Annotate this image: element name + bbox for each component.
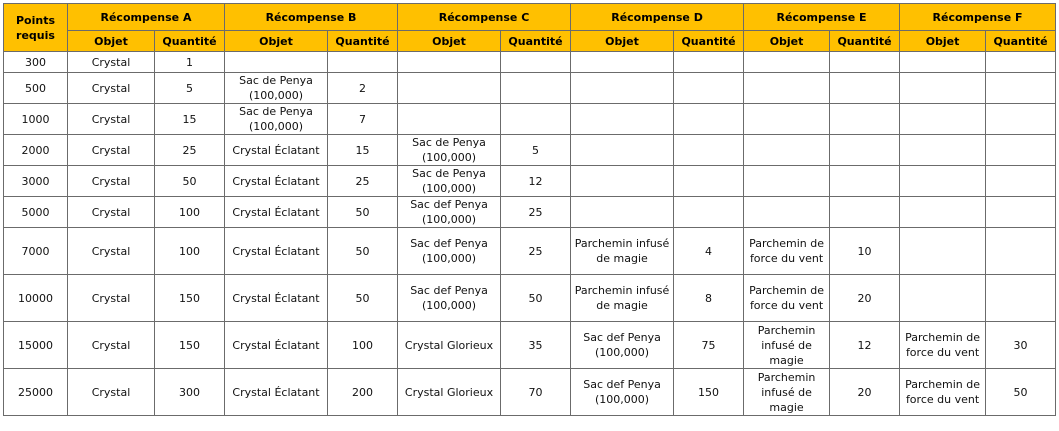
quantity-cell (986, 73, 1056, 104)
object-text-line: (100,000) (421, 213, 477, 226)
object-text-line: (100,000) (421, 252, 477, 265)
quantity-cell: 100 (328, 322, 398, 369)
quantity-cell: 300 (155, 369, 225, 416)
object-text-line: Crystal Éclatant (232, 174, 320, 188)
object-text-line: Sac def Penya (410, 284, 488, 297)
object-cell (398, 135, 501, 166)
object-text-line: Crystal (91, 81, 131, 95)
object-cell (900, 322, 986, 369)
object-text-line: Sac de Penya (412, 167, 486, 180)
object-text-line: Parchemin (757, 370, 816, 384)
quantity-cell: 4 (674, 228, 744, 275)
object-cell (398, 104, 501, 135)
reward-f-header: Récompense F (900, 4, 1056, 31)
quantity-cell (986, 228, 1056, 275)
table-row (4, 228, 1056, 275)
object-cell (571, 73, 674, 104)
points-cell: 300 (4, 52, 68, 73)
quantity-cell: 25 (501, 197, 571, 228)
object-text-line: Crystal Éclatant (232, 244, 320, 258)
object-text-line: Sac de Penya (239, 74, 313, 87)
object-cell (68, 135, 155, 166)
quantity-cell: 5 (155, 73, 225, 104)
rewards-table (3, 3, 1056, 416)
object-cell (571, 275, 674, 322)
quantity-cell: 12 (501, 166, 571, 197)
object-text-line: Crystal (91, 291, 131, 305)
quantity-cell: 100 (155, 197, 225, 228)
object-cell (571, 166, 674, 197)
quantity-cell: 50 (501, 275, 571, 322)
points-required-header: Points requis (4, 4, 68, 52)
quantity-cell: 1 (155, 52, 225, 73)
points-cell: 500 (4, 73, 68, 104)
table-row (4, 275, 1056, 322)
quantity-header: Quantité (830, 31, 900, 52)
object-cell (744, 228, 830, 275)
object-cell (398, 166, 501, 197)
object-text-line: force du vent (905, 393, 980, 406)
object-text-line: Crystal Glorieux (404, 385, 494, 399)
quantity-cell: 25 (328, 166, 398, 197)
header-row-groups (4, 4, 1056, 31)
quantity-header: Quantité (986, 31, 1056, 52)
object-text-line: Crystal (91, 143, 131, 157)
quantity-header: Quantité (674, 31, 744, 52)
object-text-line: Crystal (91, 338, 131, 352)
object-text-line: Parchemin de (749, 237, 825, 250)
quantity-cell: 10 (830, 228, 900, 275)
reward-e-header: Récompense E (744, 4, 900, 31)
object-cell (398, 73, 501, 104)
object-cell (398, 197, 501, 228)
object-text-line: magie (769, 353, 804, 367)
object-cell (571, 228, 674, 275)
points-cell: 15000 (4, 322, 68, 369)
object-text-line: Crystal Éclatant (232, 291, 320, 305)
quantity-cell: 20 (830, 369, 900, 416)
object-text-line: Sac def Penya (583, 331, 661, 344)
object-cell (225, 197, 328, 228)
object-text-line: force du vent (749, 252, 824, 265)
quantity-cell: 25 (155, 135, 225, 166)
object-header: Objet (571, 31, 674, 52)
quantity-header: Quantité (155, 31, 225, 52)
reward-d-header: Récompense D (571, 4, 744, 31)
quantity-cell (501, 73, 571, 104)
object-header: Objet (744, 31, 830, 52)
object-text-line: Crystal Éclatant (232, 205, 320, 219)
quantity-cell (830, 135, 900, 166)
object-cell (571, 52, 674, 73)
object-cell (68, 275, 155, 322)
object-text-line: (100,000) (594, 393, 650, 406)
object-cell (225, 228, 328, 275)
object-cell (571, 322, 674, 369)
quantity-cell (674, 166, 744, 197)
quantity-cell: 50 (986, 369, 1056, 416)
table-row (4, 322, 1056, 369)
quantity-header: Quantité (501, 31, 571, 52)
object-cell (571, 135, 674, 166)
quantity-cell: 7 (328, 104, 398, 135)
object-cell (398, 322, 501, 369)
object-text-line: (100,000) (421, 151, 477, 164)
object-cell (744, 322, 830, 369)
quantity-cell (830, 104, 900, 135)
object-text-line: Parchemin de (749, 284, 825, 297)
object-text-line: (100,000) (421, 299, 477, 312)
object-cell (68, 166, 155, 197)
points-cell: 10000 (4, 275, 68, 322)
object-header: Objet (900, 31, 986, 52)
reward-a-header: Récompense A (68, 4, 225, 31)
table-header (4, 4, 1056, 52)
quantity-cell (328, 52, 398, 73)
points-cell: 7000 (4, 228, 68, 275)
object-text-line: Sac de Penya (412, 136, 486, 149)
object-cell (68, 52, 155, 73)
points-cell: 25000 (4, 369, 68, 416)
object-cell (744, 369, 830, 416)
object-text-line: magie (769, 400, 804, 414)
object-text-line: Sac def Penya (583, 378, 661, 391)
quantity-cell: 30 (986, 322, 1056, 369)
object-cell (744, 197, 830, 228)
quantity-cell: 25 (501, 228, 571, 275)
object-cell (225, 322, 328, 369)
quantity-cell (674, 104, 744, 135)
quantity-cell (986, 166, 1056, 197)
object-cell (744, 73, 830, 104)
object-text-line: de magie (596, 299, 648, 312)
object-text-line: Crystal (91, 112, 131, 126)
points-cell: 1000 (4, 104, 68, 135)
quantity-cell: 5 (501, 135, 571, 166)
quantity-cell (501, 52, 571, 73)
quantity-cell (674, 73, 744, 104)
object-cell (225, 73, 328, 104)
quantity-cell (986, 52, 1056, 73)
object-header: Objet (68, 31, 155, 52)
table-body (4, 52, 1056, 416)
object-cell (744, 52, 830, 73)
object-cell (900, 135, 986, 166)
object-text-line: Parchemin de (905, 378, 981, 391)
object-cell (900, 228, 986, 275)
object-cell (398, 369, 501, 416)
object-cell (68, 369, 155, 416)
reward-c-header: Récompense C (398, 4, 571, 31)
object-cell (900, 104, 986, 135)
object-text-line: Parchemin de (905, 331, 981, 344)
quantity-header: Quantité (328, 31, 398, 52)
object-cell (900, 52, 986, 73)
quantity-cell: 70 (501, 369, 571, 416)
object-text-line: (100,000) (594, 346, 650, 359)
object-header: Objet (398, 31, 501, 52)
object-text-line: Crystal Éclatant (232, 338, 320, 352)
object-cell (398, 275, 501, 322)
points-cell: 2000 (4, 135, 68, 166)
quantity-cell: 200 (328, 369, 398, 416)
quantity-cell (674, 197, 744, 228)
reward-b-header: Récompense B (225, 4, 398, 31)
object-text-line: Parchemin infusé (574, 237, 670, 250)
table-row (4, 135, 1056, 166)
object-cell (900, 197, 986, 228)
points-cell: 5000 (4, 197, 68, 228)
quantity-cell (986, 275, 1056, 322)
quantity-cell: 150 (155, 322, 225, 369)
object-text-line: (100,000) (248, 89, 304, 102)
object-text-line: Parchemin infusé (574, 284, 670, 297)
object-text-line: Sac de Penya (239, 105, 313, 118)
object-cell (68, 197, 155, 228)
quantity-cell: 20 (830, 275, 900, 322)
object-text-line: Sac def Penya (410, 237, 488, 250)
quantity-cell (674, 52, 744, 73)
quantity-cell: 50 (155, 166, 225, 197)
object-header: Objet (225, 31, 328, 52)
quantity-cell: 8 (674, 275, 744, 322)
object-text-line: Crystal (91, 385, 131, 399)
object-text-line: infusé de (761, 385, 812, 399)
quantity-cell (830, 166, 900, 197)
object-cell (900, 275, 986, 322)
quantity-cell (830, 73, 900, 104)
object-cell (225, 369, 328, 416)
table-row (4, 104, 1056, 135)
object-text-line: Crystal Éclatant (232, 385, 320, 399)
object-text-line: force du vent (749, 299, 824, 312)
object-cell (225, 104, 328, 135)
points-cell: 3000 (4, 166, 68, 197)
object-cell (225, 166, 328, 197)
table-row (4, 369, 1056, 416)
object-text-line: Crystal (91, 174, 131, 188)
object-cell (571, 197, 674, 228)
header-row-subcolumns (4, 31, 1056, 52)
object-cell (68, 104, 155, 135)
quantity-cell (674, 135, 744, 166)
object-cell (68, 322, 155, 369)
quantity-cell: 50 (328, 275, 398, 322)
object-cell (900, 369, 986, 416)
object-cell (398, 228, 501, 275)
quantity-cell (830, 52, 900, 73)
quantity-cell: 15 (328, 135, 398, 166)
object-text-line: Crystal Éclatant (232, 143, 320, 157)
quantity-cell: 12 (830, 322, 900, 369)
quantity-cell (986, 135, 1056, 166)
table-row (4, 166, 1056, 197)
object-text-line: infusé de (761, 338, 812, 352)
quantity-cell: 35 (501, 322, 571, 369)
quantity-cell: 150 (674, 369, 744, 416)
object-cell (900, 73, 986, 104)
object-text-line: (100,000) (421, 182, 477, 195)
table-row (4, 197, 1056, 228)
object-cell (68, 228, 155, 275)
quantity-cell: 50 (328, 197, 398, 228)
object-cell (900, 166, 986, 197)
quantity-cell: 50 (328, 228, 398, 275)
object-cell (744, 275, 830, 322)
object-text-line: Parchemin (757, 323, 816, 337)
object-text-line: Crystal (91, 55, 131, 69)
object-text-line: force du vent (905, 346, 980, 359)
object-cell (225, 275, 328, 322)
object-cell (571, 104, 674, 135)
object-cell (225, 135, 328, 166)
object-text-line: de magie (596, 252, 648, 265)
object-cell (744, 104, 830, 135)
object-text-line: Sac def Penya (410, 198, 488, 211)
quantity-cell: 2 (328, 73, 398, 104)
object-text-line: (100,000) (248, 120, 304, 133)
object-text-line: Crystal (91, 205, 131, 219)
quantity-cell (986, 104, 1056, 135)
quantity-cell (986, 197, 1056, 228)
object-text-line: Crystal (91, 244, 131, 258)
object-cell (744, 135, 830, 166)
table-row (4, 52, 1056, 73)
quantity-cell (830, 197, 900, 228)
quantity-cell (501, 104, 571, 135)
object-cell (68, 73, 155, 104)
quantity-cell: 150 (155, 275, 225, 322)
quantity-cell: 100 (155, 228, 225, 275)
quantity-cell: 15 (155, 104, 225, 135)
object-cell (398, 52, 501, 73)
object-cell (225, 52, 328, 73)
object-cell (571, 369, 674, 416)
object-text-line: Crystal Glorieux (404, 338, 494, 352)
object-cell (744, 166, 830, 197)
quantity-cell: 75 (674, 322, 744, 369)
table-row (4, 73, 1056, 104)
